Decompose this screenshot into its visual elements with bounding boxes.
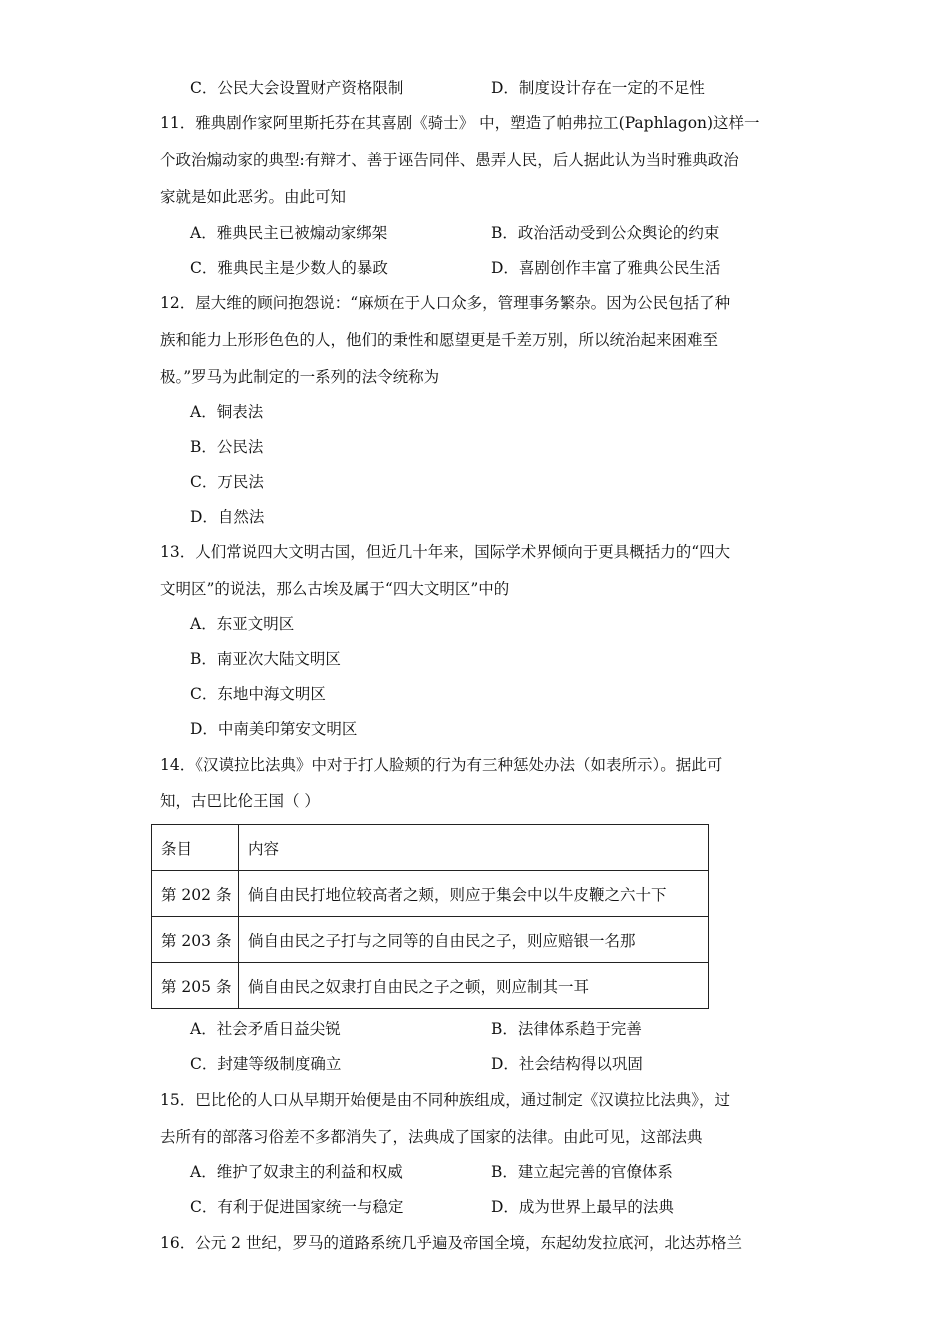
q12-stem-line-3: 极。”罗马为此制定的一系列的法令统称为 <box>160 368 440 386</box>
q11-option-a: A．雅典民主已被煽动家绑架 <box>190 224 388 242</box>
table-cell-content: 倘自由民之奴隶打自由民之子之顿，则应制其一耳 <box>239 963 709 1009</box>
q13-stem-line-2: 文明区”的说法，那么古埃及属于“四大文明区”中的 <box>160 580 510 598</box>
table-header-row <box>152 825 709 871</box>
hammurabi-table <box>151 824 709 1009</box>
q15-option-c: C．有利于促进国家统一与稳定 <box>190 1198 404 1216</box>
table-header-content: 内容 <box>239 825 709 871</box>
q14-stem-line-1: 14．《汉谟拉比法典》中对于打人脸颊的行为有三种惩处办法（如表所示）。据此可 <box>160 756 723 774</box>
q14-option-c: C．封建等级制度确立 <box>190 1055 342 1073</box>
q11-option-b: B．政治活动受到公众舆论的约束 <box>491 224 720 242</box>
q13-stem-line-1: 13．人们常说四大文明古国，但近几十年来，国际学术界倾向于更具概括力的“四大 <box>160 543 731 561</box>
q10-option-c: C．公民大会设置财产资格限制 <box>190 79 404 97</box>
q11-stem-line-3: 家就是如此恶劣。由此可知 <box>160 188 347 206</box>
q16-stem-line-1: 16．公元 2 世纪，罗马的道路系统几乎遍及帝国全境，东起幼发拉底河，北达苏格兰 <box>160 1234 742 1252</box>
q10-option-d: D．制度设计存在一定的不足性 <box>491 79 705 97</box>
q14-option-d: D．社会结构得以巩固 <box>491 1055 643 1073</box>
q12-option-b: B．公民法 <box>190 438 264 456</box>
q11-option-c: C．雅典民主是少数人的暴政 <box>190 259 388 277</box>
table-cell-article: 第 205 条 <box>152 963 239 1009</box>
q12-option-c: C．万民法 <box>190 473 264 491</box>
q15-stem-line-1: 15．巴比伦的人口从早期开始便是由不同种族组成，通过制定《汉谟拉比法典》，过 <box>160 1091 730 1109</box>
q14-option-a: A．社会矛盾日益尖锐 <box>190 1020 341 1038</box>
q13-option-d: D．中南美印第安文明区 <box>190 720 358 738</box>
q13-option-c: C．东地中海文明区 <box>190 685 326 703</box>
q13-option-a: A．东亚文明区 <box>190 615 295 633</box>
table-cell-content: 倘自由民打地位较高者之颊，则应于集会中以牛皮鞭之六十下 <box>239 871 709 917</box>
table-row <box>152 917 709 963</box>
table-cell-article: 第 202 条 <box>152 871 239 917</box>
table-cell-article: 第 203 条 <box>152 917 239 963</box>
table-header-item: 条目 <box>152 825 239 871</box>
q11-stem-line-2: 个政治煽动家的典型:有辩才、善于诬告同伴、愚弄人民，后人据此认为当时雅典政治 <box>160 151 739 169</box>
table-cell-content: 倘自由民之子打与之同等的自由民之子，则应赔银一名那 <box>239 917 709 963</box>
q13-option-b: B．南亚次大陆文明区 <box>190 650 341 668</box>
q12-stem-line-1: 12．屋大维的顾问抱怨说：“麻烦在于人口众多，管理事务繁杂。因为公民包括了种 <box>160 294 731 312</box>
q15-option-b: B．建立起完善的官僚体系 <box>491 1163 673 1181</box>
q12-option-d: D．自然法 <box>190 508 265 526</box>
q11-stem-line-1: 11．雅典剧作家阿里斯托芬在其喜剧《骑士》 中，塑造了帕弗拉工(Paphlagon)这样一 <box>160 114 760 132</box>
q14-stem-line-2: 知，古巴比伦王国（ ） <box>160 792 320 810</box>
table-row <box>152 963 709 1009</box>
q15-stem-line-2: 去所有的部落习俗差不多都消失了，法典成了国家的法律。由此可见，这部法典 <box>160 1128 703 1146</box>
q14-option-b: B．法律体系趋于完善 <box>491 1020 642 1038</box>
table-row <box>152 871 709 917</box>
q15-option-d: D．成为世界上最早的法典 <box>491 1198 674 1216</box>
q12-option-a: A．铜表法 <box>190 403 264 421</box>
q11-option-d: D．喜剧创作丰富了雅典公民生活 <box>491 259 721 277</box>
q15-option-a: A．维护了奴隶主的利益和权威 <box>190 1163 403 1181</box>
q12-stem-line-2: 族和能力上形形色色的人，他们的秉性和愿望更是千差万别，所以统治起来困难至 <box>160 331 719 349</box>
